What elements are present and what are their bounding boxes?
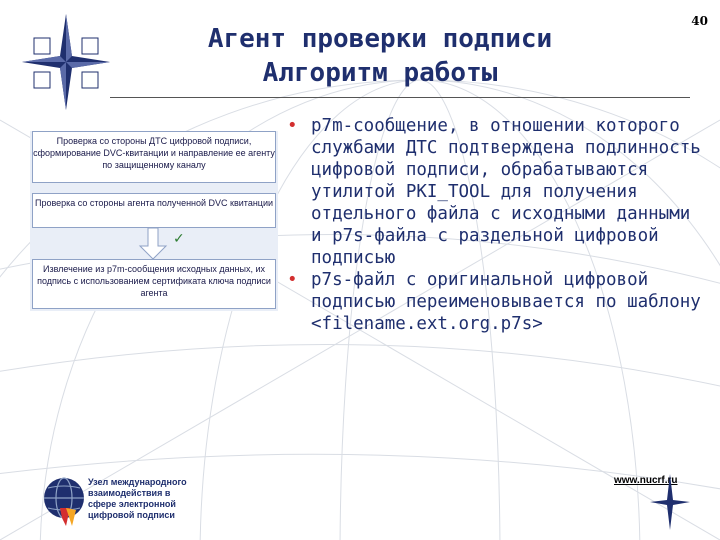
page-number: 40 <box>691 14 708 28</box>
checkmark-icon: ✓ <box>173 231 185 247</box>
bullet-list <box>283 115 703 335</box>
globe-logo <box>36 474 92 528</box>
title-line-2: Алгоритм работы <box>262 58 498 88</box>
title-line-1: Агент проверки подписи <box>207 24 553 54</box>
flow-step-extract: Извлечение из p7m-сообщения исходных данных, их подпись с использованием сертификата ключа подписи агента <box>32 259 276 309</box>
compass-star-icon <box>648 472 692 532</box>
bullet-text: p7m-сообщение, в отношении которого службами ДТС подтверждена подлинность цифровой подписи, обрабатываются утилитой PKI_TOOL для получения отдельного файла с исходными данными и p7s-файла с раздельной цифровой подписью <box>311 116 701 268</box>
flowchart <box>30 131 278 311</box>
slide-title <box>150 22 610 90</box>
compass-star-logo <box>22 14 110 110</box>
organization-name: Узел международного взаимодействия в сфере электронной цифровой подписи <box>88 477 187 520</box>
flow-step-dts-check: Проверка со стороны ДТС цифровой подписи, сформирование DVC-квитанции и направление ее агенту по защищенному каналу <box>32 131 276 183</box>
website-link[interactable]: www.nucrf.ru <box>614 475 678 486</box>
bullet-marker: • <box>287 270 298 290</box>
bullet-item <box>283 115 703 269</box>
bullet-item <box>283 269 703 335</box>
flow-step-agent-check: Проверка со стороны агента полученной DVC квитанции <box>32 193 276 228</box>
title-divider <box>110 97 690 98</box>
flow-arrow-icon <box>138 228 168 260</box>
bullet-text: p7s-файл с оригинальной цифровой подписью переименовывается по шаблону <filename.ext.org.p7s> <box>311 270 701 334</box>
bullet-marker: • <box>287 116 298 136</box>
